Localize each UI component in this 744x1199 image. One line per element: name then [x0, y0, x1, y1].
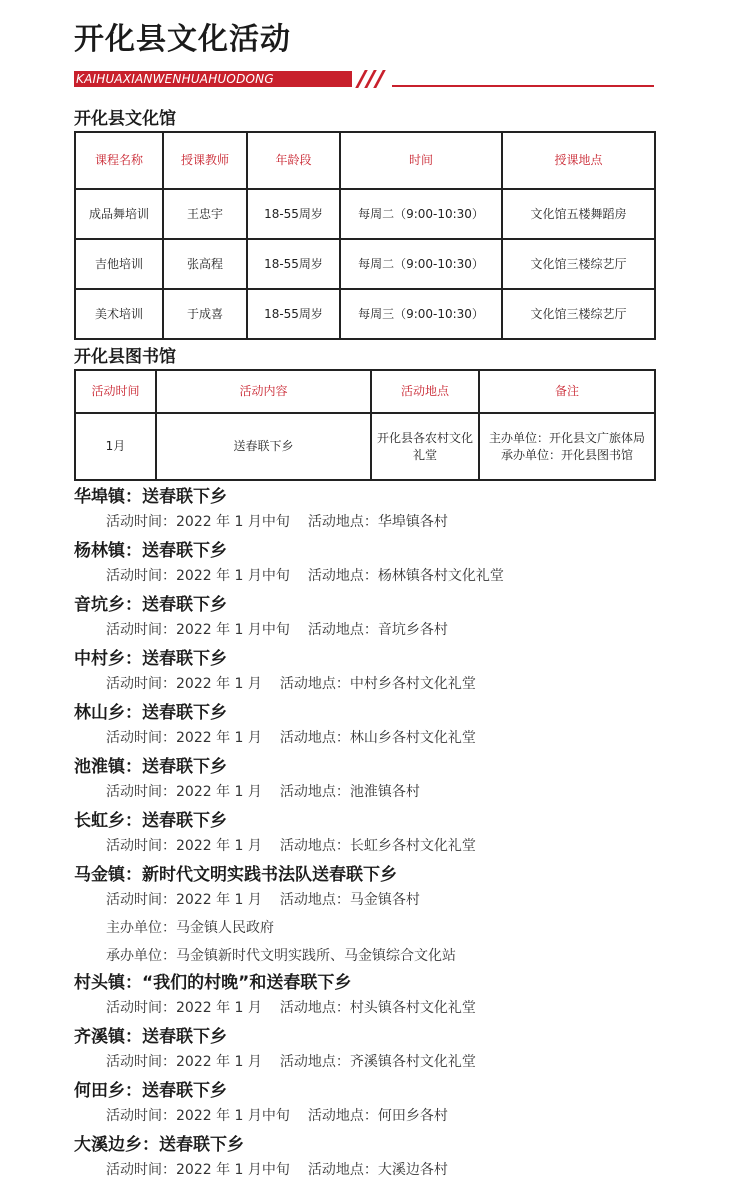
activity-title: 何田乡：送春联下乡 — [74, 1081, 227, 1101]
activity-time-text: 活动时间：2022 年 1 月中旬 — [106, 568, 290, 584]
activity-title: 马金镇：新时代文明实践书法队送春联下乡 — [74, 865, 397, 885]
table-row — [75, 413, 655, 480]
library-table — [74, 369, 656, 481]
activity-detail — [74, 564, 504, 592]
header-teacher: 授课教师 — [163, 132, 247, 189]
list-item — [74, 646, 476, 700]
activity-time-text: 活动时间：2022 年 1 月中旬 — [106, 622, 290, 638]
activity-title: 村头镇：“我们的村晚”和送春联下乡 — [74, 973, 352, 993]
activity-detail — [74, 510, 448, 538]
activity-title: 齐溪镇：送春联下乡 — [74, 1027, 227, 1047]
activity-note — [479, 413, 655, 480]
activity-location: 开化县各农村文化礼堂 — [371, 413, 479, 480]
organizer: 主办单位：开化县文广旅体局 — [488, 430, 645, 445]
age-range: 18-55周岁 — [247, 289, 340, 339]
teacher: 于成喜 — [163, 289, 247, 339]
list-item — [74, 484, 448, 538]
activity-title: 中村乡：送春联下乡 — [74, 649, 227, 669]
activity-time-text: 活动时间：2022 年 1 月中旬 — [106, 514, 290, 530]
course-name: 成品舞培训 — [75, 189, 163, 239]
activity-organizer: 主办单位：马金镇人民政府 — [106, 920, 274, 936]
activity-co-organizer: 承办单位：马金镇新时代文明实践所、马金镇综合文化站 — [106, 948, 456, 964]
activity-time-text: 活动时间：2022 年 1 月 — [106, 1054, 262, 1070]
list-item — [74, 592, 448, 646]
activity-time: 1月 — [75, 413, 156, 480]
list-item — [74, 1132, 448, 1186]
header-age: 年龄段 — [247, 132, 340, 189]
activity-time-text: 活动时间：2022 年 1 月 — [106, 838, 262, 854]
header-activity-location: 活动地点 — [371, 370, 479, 413]
activity-content: 送春联下乡 — [156, 413, 371, 480]
schedule: 每周二（9:00-10:30） — [340, 189, 502, 239]
co-organizer: 承办单位：开化县图书馆 — [500, 447, 633, 462]
title-banner — [74, 70, 654, 88]
list-item — [74, 862, 456, 972]
list-item — [74, 808, 476, 862]
location: 文化馆五楼舞蹈房 — [502, 189, 655, 239]
age-range: 18-55周岁 — [247, 189, 340, 239]
library-table-header-row — [75, 370, 655, 413]
teacher: 张高程 — [163, 239, 247, 289]
schedule: 每周三（9:00-10:30） — [340, 289, 502, 339]
activity-location-text: 活动地点：林山乡各村文化礼堂 — [279, 730, 476, 746]
activity-title: 大溪边乡：送春联下乡 — [74, 1135, 244, 1155]
activity-detail — [74, 888, 456, 916]
activity-time-text: 活动时间：2022 年 1 月中旬 — [106, 1162, 290, 1178]
header-activity-time: 活动时间 — [75, 370, 156, 413]
activity-title: 长虹乡：送春联下乡 — [74, 811, 227, 831]
activity-location-text: 活动地点：齐溪镇各村文化礼堂 — [279, 1054, 476, 1070]
list-item — [74, 970, 476, 1024]
age-range: 18-55周岁 — [247, 239, 340, 289]
table-row — [75, 289, 655, 339]
course-name: 吉他培训 — [75, 239, 163, 289]
location: 文化馆三楼综艺厅 — [502, 289, 655, 339]
activity-location-text: 活动地点：华埠镇各村 — [307, 514, 448, 530]
activity-title: 池淮镇：送春联下乡 — [74, 757, 227, 777]
header-note: 备注 — [479, 370, 655, 413]
activity-time-text: 活动时间：2022 年 1 月 — [106, 1000, 262, 1016]
activity-detail — [74, 1104, 448, 1132]
activity-time-text: 活动时间：2022 年 1 月 — [106, 784, 262, 800]
activity-title: 林山乡：送春联下乡 — [74, 703, 227, 723]
header-course-name: 课程名称 — [75, 132, 163, 189]
activity-location-text: 活动地点：中村乡各村文化礼堂 — [279, 676, 476, 692]
course-table — [74, 131, 656, 340]
library-heading: 开化县图书馆 — [74, 347, 176, 367]
activity-detail — [74, 618, 448, 646]
activity-location-text: 活动地点：马金镇各村 — [279, 892, 420, 908]
page-title: 开化县文化活动 — [74, 22, 291, 57]
list-item — [74, 538, 504, 592]
activity-location-text: 活动地点：音坑乡各村 — [307, 622, 448, 638]
culture-hall-heading: 开化县文化馆 — [74, 109, 176, 129]
activity-location-text: 活动地点：杨林镇各村文化礼堂 — [307, 568, 504, 584]
activity-time-text: 活动时间：2022 年 1 月 — [106, 892, 262, 908]
banner-line — [392, 85, 654, 87]
activity-time-text: 活动时间：2022 年 1 月 — [106, 676, 262, 692]
activity-location-text: 活动地点：何田乡各村 — [307, 1108, 448, 1124]
activity-detail — [74, 672, 476, 700]
location: 文化馆三楼综艺厅 — [502, 239, 655, 289]
activity-detail — [74, 834, 476, 862]
activity-detail — [74, 780, 420, 808]
activity-location-text: 活动地点：长虹乡各村文化礼堂 — [279, 838, 476, 854]
header-time: 时间 — [340, 132, 502, 189]
activity-detail — [74, 1158, 448, 1186]
activity-title: 华埠镇：送春联下乡 — [74, 487, 227, 507]
header-location: 授课地点 — [502, 132, 655, 189]
list-item — [74, 754, 420, 808]
activity-location-text: 活动地点：池淮镇各村 — [279, 784, 420, 800]
activity-location-text: 活动地点：大溪边各村 — [307, 1162, 448, 1178]
activity-location-text: 活动地点：村头镇各村文化礼堂 — [279, 1000, 476, 1016]
course-name: 美术培训 — [75, 289, 163, 339]
header-activity-content: 活动内容 — [156, 370, 371, 413]
activity-time-text: 活动时间：2022 年 1 月 — [106, 730, 262, 746]
activity-detail — [74, 1050, 476, 1078]
table-row — [75, 189, 655, 239]
activity-detail — [74, 726, 476, 754]
activity-time-text: 活动时间：2022 年 1 月中旬 — [106, 1108, 290, 1124]
list-item — [74, 1078, 448, 1132]
list-item — [74, 1024, 476, 1078]
banner-text: KAIHUAXIANWENHUAHUODONG — [74, 71, 352, 87]
list-item — [74, 700, 476, 754]
activity-title: 音坑乡：送春联下乡 — [74, 595, 227, 615]
teacher: 王忠宇 — [163, 189, 247, 239]
activity-detail — [74, 996, 476, 1024]
course-table-header-row — [75, 132, 655, 189]
table-row — [75, 239, 655, 289]
activity-title: 杨林镇：送春联下乡 — [74, 541, 227, 561]
schedule: 每周二（9:00-10:30） — [340, 239, 502, 289]
